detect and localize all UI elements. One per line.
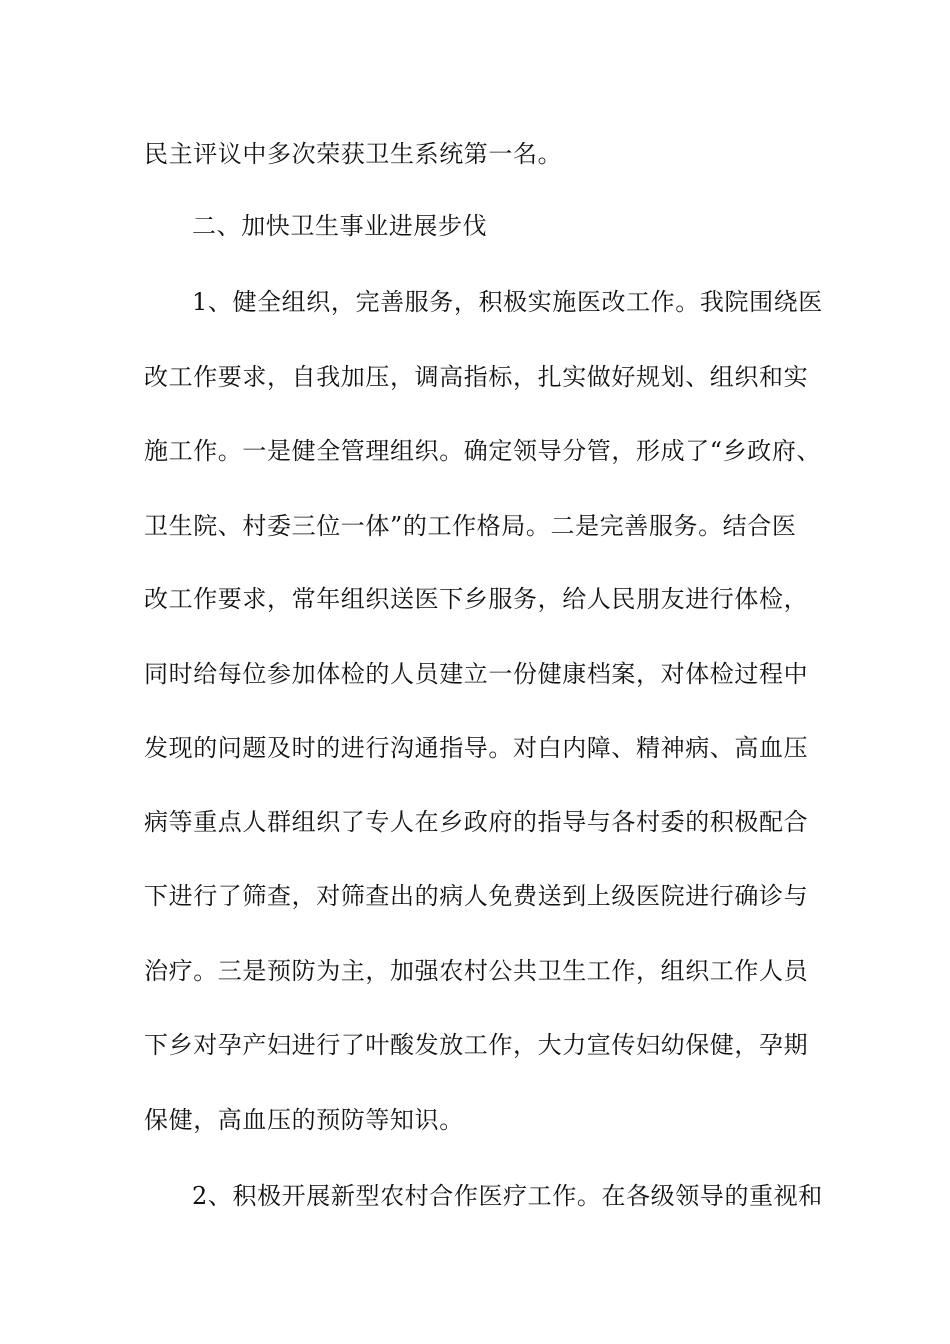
paragraph-line-3: 1、健全组织，完善服务，积极实施医改工作。我院围绕医 — [192, 288, 823, 316]
paragraph-line-1: 民主评议中多次荣获卫生系统第一名。 — [144, 140, 563, 168]
section-heading: 二、加快卫生事业进展步伐 — [192, 212, 488, 240]
paragraph-line-12: 治疗。三是预防为主，加强农村公共卫生工作，组织工作人员 — [144, 957, 809, 985]
paragraph-line-13: 下乡对孕产妇进行了叶酸发放工作，大力宣传妇幼保健，孕期 — [144, 1031, 809, 1059]
paragraph-line-7: 改工作要求，常年组织送医下乡服务，给人民朋友进行体检， — [144, 585, 809, 613]
paragraph-line-4: 改工作要求，自我加压，调高指标，扎实做好规划、组织和实 — [144, 363, 809, 391]
paragraph-line-5: 施工作。一是健全管理组织。确定领导分管，形成了“乡政府、 — [144, 437, 822, 465]
paragraph-line-14: 保健，高血压的预防等知识。 — [144, 1106, 464, 1134]
paragraph-line-9: 发现的问题及时的进行沟通指导。对白内障、精神病、高血压 — [144, 734, 809, 762]
paragraph-line-15: 2、积极开展新型农村合作医疗工作。在各级领导的重视和 — [192, 1182, 823, 1210]
paragraph-line-8: 同时给每位参加体检的人员建立一份健康档案，对体检过程中 — [144, 660, 809, 688]
paragraph-line-10: 病等重点人群组织了专人在乡政府的指导与各村委的积极配合 — [144, 808, 809, 836]
paragraph-line-6: 卫生院、村委三位一体”的工作格局。二是完善服务。结合医 — [144, 512, 797, 540]
paragraph-line-11: 下进行了筛查，对筛查出的病人免费送到上级医院进行确诊与 — [144, 882, 809, 910]
